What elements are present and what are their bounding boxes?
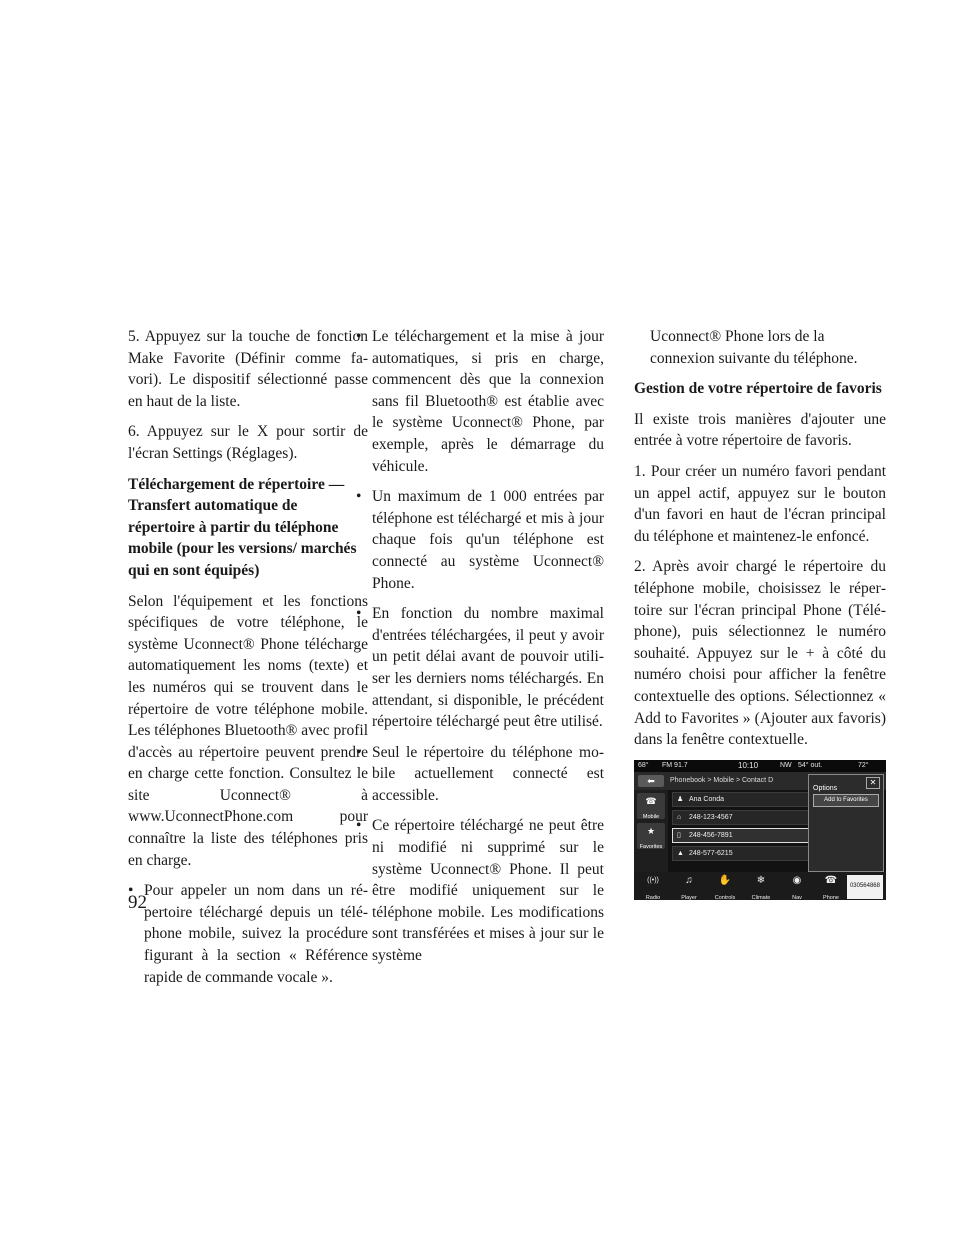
menu-nav[interactable]: [780, 873, 814, 899]
menu-phone[interactable]: [814, 873, 848, 899]
options-popup: [808, 774, 884, 872]
outside-temp: 54° out.: [798, 761, 823, 769]
bullet-call-name: • Pour appeler un nom dans un répertoire téléchargé depuis un téléphone mobile, suivez la procédure figurant à la section « Référence rapide de commande vocale ».: [128, 880, 368, 988]
column-3: [634, 326, 886, 900]
column-1: [128, 326, 368, 997]
nav-icon: ◉: [792, 874, 802, 886]
tab-favorites[interactable]: [637, 823, 665, 849]
temp-right: 72°: [858, 761, 869, 769]
bullet-continuation: Uconnect® Phone lors de la connexion suivante du téléphone.: [650, 328, 858, 367]
section-heading-download: Téléchargement de répertoire — Transfert automatique de répertoire à partir du téléphone mobile (pour les versions/ marchés qui en sont équipés): [128, 475, 357, 579]
breadcrumb: Phonebook > Mobile > Contact D: [670, 776, 774, 784]
menu-label: Nav: [792, 894, 802, 900]
person-icon: ♟: [677, 795, 684, 803]
contact-text: Ana Conda: [689, 795, 725, 803]
home-icon: ⌂: [677, 813, 682, 821]
favorites-step-2: 2. Après avoir chargé le répertoire du téléphone mobile, choisissez le répertoire sur l'écran principal Phone (Téléphone), puis sélectionnez le numéro souhaité. Appuyez sur le + à côté du numéro choisi pour afficher la fenêtre contextuelle des options. Sélectionnez « Add to Favorites » (Ajouter aux favoris) dans la fenêtre contextuelle.: [634, 558, 886, 749]
status-bar: [634, 760, 886, 772]
favorites-intro: Il existe trois manières d'ajouter une entrée à votre répertoire de favoris.: [634, 410, 886, 450]
radio-icon: ((•)): [647, 876, 659, 884]
tab-favorites-label: Favorites: [639, 843, 663, 850]
add-to-favorites-button[interactable]: Add to Favorites: [813, 794, 879, 807]
contact-text: 248-456-7891: [689, 831, 733, 839]
column-2: [356, 326, 604, 976]
popup-title: Options: [813, 784, 838, 792]
controls-icon: ✋: [718, 874, 732, 886]
close-icon[interactable]: ✕: [866, 777, 880, 789]
temp-left: 68°: [638, 761, 649, 769]
radio-station: FM 91.7: [662, 761, 688, 769]
work-icon: ▲: [677, 849, 684, 857]
bullet-max-entries: • Un maximum de 1 000 entrées par téléphone est téléchargé et mis à jour chaque fois qu'un téléphone est connecté au système Uconnect® Phone.: [356, 486, 604, 594]
favorites-step-1: 1. Pour créer un numéro favori pendant un appel actif, appuyez sur le bouton d'un favori en haut de l'écran principal du téléphone et maintenez-le enfoncé.: [634, 462, 886, 545]
star-icon: ★: [646, 825, 656, 836]
bullet-connected-only: • Seul le répertoire du téléphone mobile actuellement connecté est accessible.: [356, 742, 604, 807]
tab-mobile[interactable]: [637, 793, 665, 819]
step-5-text: 5. Appuyez sur la touche de fonction Make Favorite (Définir comme favori). Le dispositif sélectionné passe en haut de la liste.: [128, 328, 368, 410]
page-number: 92: [128, 892, 147, 913]
image-code: 030564868: [847, 875, 883, 899]
menu-label: Player: [681, 894, 697, 900]
contact-text: 248-577-6215: [689, 849, 733, 857]
climate-icon: ❄: [756, 874, 766, 886]
menu-player[interactable]: [672, 873, 706, 899]
player-icon: ♫: [685, 874, 693, 886]
menu-radio[interactable]: [636, 873, 670, 899]
clock: 10:10: [738, 760, 759, 770]
menu-label: Climate: [751, 894, 771, 900]
phone-icon: ☎: [824, 874, 838, 886]
bullet-delay: • En fonction du nombre maximal d'entrées téléchargées, il peut y avoir un petit délai avant de pouvoir utiliser les derniers noms téléchargés. En attendant, si disponible, le précédent répertoire téléchargé peut être utilisé.: [356, 603, 604, 733]
section-heading-favorites: Gestion de votre répertoire de favoris: [634, 380, 882, 398]
side-tabs: [634, 790, 668, 872]
mobile-icon: ▯: [677, 831, 681, 839]
bullet-not-editable: • Ce répertoire téléchargé ne peut être ni modifié ni supprimé sur le système Uconnect® Phone. Il peut être modifié uniquement sur le téléphone mobile. Les modifications sont transférées et mises à jour sur le système: [356, 815, 604, 966]
menu-label: Phone: [823, 894, 839, 900]
menu-label: Radio: [645, 894, 661, 900]
step-6-text: 6. Appuyez sur le X pour sortir de l'écran Settings (Réglages).: [128, 423, 368, 462]
uconnect-screenshot: [634, 760, 886, 900]
phone-icon: ☎: [645, 795, 657, 806]
download-paragraph: Selon l'équipement et les fonctions spécifiques de votre téléphone, le système Uconnect® Phone télécharge automatiquement les noms (texte) et les numéros qui se trouvent dans le répertoire de votre téléphone mobile. Les téléphones Bluetooth® avec profil d'accès au répertoire peuvent prendre en charge cette fonction. Consultez le site Uconnect® à www.UconnectPhone.com pour connaître la liste des téléphones pris en charge.: [128, 592, 368, 869]
bullet-auto-update: • Le téléchargement et la mise à jour automatiques, si pris en charge, commencent dès que la connexion sans fil Bluetooth® est établie avec le système Uconnect® Phone, par exemple, après le démarrage du véhicule.: [356, 326, 604, 477]
contact-text: 248-123-4567: [689, 813, 733, 821]
menu-label: Controls: [714, 894, 736, 900]
menu-climate[interactable]: [744, 873, 778, 899]
menu-controls[interactable]: [708, 873, 742, 899]
compass: NW: [780, 761, 792, 769]
tab-mobile-label: Mobile: [642, 813, 660, 820]
arrow-left-icon[interactable]: ⬅: [638, 775, 664, 787]
